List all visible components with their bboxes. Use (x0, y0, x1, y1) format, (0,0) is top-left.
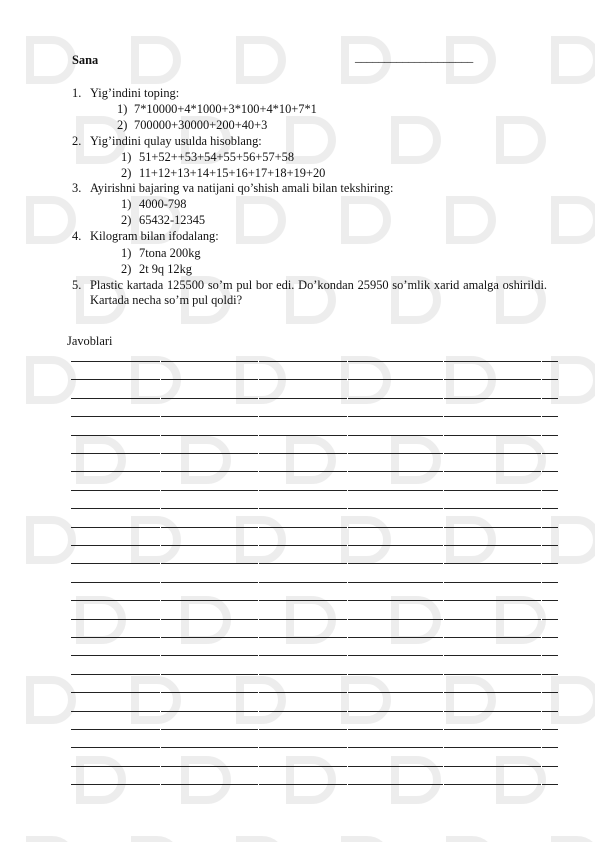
answer-line-gap (258, 581, 259, 584)
answer-line-gap (347, 765, 348, 768)
answer-line-gap (541, 507, 542, 510)
task-4-item-1-number: 1) (121, 246, 132, 260)
answer-line-gap (443, 526, 444, 529)
answer-line-gap (258, 746, 259, 749)
answer-line-gap (443, 470, 444, 473)
answer-line-gap (347, 599, 348, 602)
answer-line (71, 361, 558, 362)
answer-line-gap (258, 434, 259, 437)
answer-line (71, 600, 558, 601)
answer-line-gap (258, 378, 259, 381)
answer-line-gap (541, 673, 542, 676)
watermark-mark (80, 600, 122, 640)
answer-line-gap (347, 710, 348, 713)
watermark-mark (395, 120, 437, 160)
watermark-mark (30, 40, 72, 80)
task-5-text: Plastic kartada 125500 so’m pul bor edi. Do’kondan 25950 so’mlik xarid amalga oshirildi. Kartada necha so’m pul qoldi? (90, 278, 547, 307)
answer-line-gap (541, 378, 542, 381)
answer-line-gap (541, 452, 542, 455)
answer-line-gap (258, 710, 259, 713)
watermark-mark (450, 680, 492, 720)
answer-line (71, 655, 558, 656)
answer-line-gap (347, 654, 348, 657)
task-1-item-2-text: 700000+30000+200+40+3 (134, 118, 268, 132)
answer-line-gap (160, 746, 161, 749)
answer-line-gap (347, 378, 348, 381)
answer-line-gap (541, 526, 542, 529)
answer-line-gap (258, 415, 259, 418)
task-2-item-1-number: 1) (121, 150, 132, 164)
answer-line-gap (443, 415, 444, 418)
answer-line-gap (541, 544, 542, 547)
watermark-mark (185, 600, 227, 640)
task-4-item-2-text: 2t 9q 12kg (139, 262, 193, 276)
answer-line (71, 582, 558, 583)
answer-line (71, 435, 558, 436)
answer-line-gap (443, 691, 444, 694)
answer-line-gap (347, 415, 348, 418)
answer-line-gap (160, 783, 161, 786)
answer-line-gap (443, 783, 444, 786)
answer-line-gap (160, 654, 161, 657)
answer-line-gap (160, 397, 161, 400)
answer-line-gap (347, 544, 348, 547)
watermark-mark (80, 440, 122, 480)
watermark-mark (30, 200, 72, 240)
answer-line (71, 747, 558, 748)
answer-line-gap (541, 746, 542, 749)
answer-line-gap (443, 746, 444, 749)
watermark-mark (185, 440, 227, 480)
answer-line-gap (443, 765, 444, 768)
answer-line-gap (160, 728, 161, 731)
answer-line (71, 766, 558, 767)
answer-line-gap (258, 397, 259, 400)
watermark-mark (240, 200, 282, 240)
answer-line-gap (443, 599, 444, 602)
answer-line-gap (160, 434, 161, 437)
answer-line-gap (443, 654, 444, 657)
answer-line-gap (160, 415, 161, 418)
answer-line (71, 508, 558, 509)
answer-line (71, 398, 558, 399)
answer-line-gap (541, 599, 542, 602)
answer-line-gap (160, 526, 161, 529)
answer-line (71, 379, 558, 380)
answer-line-gap (258, 618, 259, 621)
answer-line-gap (443, 562, 444, 565)
watermark-mark (30, 520, 72, 560)
date-label: Sana (72, 53, 99, 67)
task-1-number: 1. (72, 86, 82, 100)
answer-line-gap (541, 415, 542, 418)
answer-line-gap (541, 360, 542, 363)
answer-line (71, 545, 558, 546)
answer-line-gap (347, 507, 348, 510)
answer-line-gap (541, 654, 542, 657)
answer-line-gap (258, 360, 259, 363)
answer-line-gap (258, 654, 259, 657)
answer-line-gap (160, 673, 161, 676)
answer-line (71, 563, 558, 564)
watermark-mark (290, 120, 332, 160)
watermark-mark (450, 200, 492, 240)
answer-line-gap (258, 489, 259, 492)
watermark-mark (500, 600, 542, 640)
answer-line-gap (541, 489, 542, 492)
answer-line-gap (541, 581, 542, 584)
task-3-item-2-text: 65432-12345 (139, 213, 206, 227)
task-1-item-1-text: 7*10000+4*1000+3*100+4*10+7*1 (134, 102, 317, 116)
answer-line-gap (347, 434, 348, 437)
answer-line-gap (347, 360, 348, 363)
answer-line-gap (443, 397, 444, 400)
task-5-number: 5. (72, 278, 82, 292)
answer-line-gap (541, 691, 542, 694)
task-2-item-2-number: 2) (121, 166, 132, 180)
answer-line-gap (347, 489, 348, 492)
watermark-mark (135, 680, 177, 720)
answer-line (71, 619, 558, 620)
answer-line-gap (443, 710, 444, 713)
task-3-item-2-number: 2) (121, 213, 132, 227)
answer-line-gap (160, 618, 161, 621)
task-2-text: Yig’indini qulay usulda hisoblang: (90, 134, 262, 148)
answer-line-gap (258, 507, 259, 510)
answer-line (71, 490, 558, 491)
answer-line-gap (443, 452, 444, 455)
watermark-mark (555, 40, 595, 80)
watermark-mark (395, 600, 437, 640)
answer-line-gap (160, 360, 161, 363)
answer-line-gap (443, 618, 444, 621)
watermark-mark (290, 440, 332, 480)
answers-label: Javoblari (67, 334, 113, 348)
answer-line-gap (541, 710, 542, 713)
answer-line-gap (347, 746, 348, 749)
answer-line-gap (347, 562, 348, 565)
answer-line-gap (258, 691, 259, 694)
answer-line (71, 674, 558, 675)
watermark-mark (345, 200, 387, 240)
watermark-mark (555, 200, 595, 240)
answer-line-gap (160, 507, 161, 510)
answer-line-gap (347, 581, 348, 584)
answer-line-gap (541, 728, 542, 731)
answer-line-gap (541, 434, 542, 437)
watermark-mark (555, 680, 595, 720)
date-blank-line: ____________________ (355, 50, 473, 64)
watermark-mark (500, 440, 542, 480)
answer-line-gap (160, 581, 161, 584)
answer-line (71, 637, 558, 638)
watermark-mark (555, 520, 595, 560)
task-3-item-1-text: 4000-798 (139, 197, 187, 211)
answer-line (71, 729, 558, 730)
answer-line-gap (347, 691, 348, 694)
answer-line-gap (160, 691, 161, 694)
task-1-item-1-number: 1) (117, 102, 128, 116)
answer-line (71, 711, 558, 712)
answer-line-gap (258, 636, 259, 639)
answer-line-gap (347, 636, 348, 639)
answer-line-gap (258, 783, 259, 786)
answer-line-gap (443, 544, 444, 547)
answer-line (71, 453, 558, 454)
answer-line-gap (443, 581, 444, 584)
answer-line-gap (160, 378, 161, 381)
answer-line-gap (258, 470, 259, 473)
answer-line (71, 784, 558, 785)
answer-line-gap (160, 765, 161, 768)
answer-line-gap (541, 636, 542, 639)
answer-line (71, 471, 558, 472)
answer-line-gap (443, 378, 444, 381)
answer-line (71, 692, 558, 693)
answer-line-gap (347, 526, 348, 529)
answer-line-gap (541, 562, 542, 565)
answer-line-gap (541, 765, 542, 768)
answer-line (71, 416, 558, 417)
task-1-item-2-number: 2) (117, 118, 128, 132)
answer-line-gap (258, 728, 259, 731)
watermark-mark (30, 680, 72, 720)
task-2-number: 2. (72, 134, 82, 148)
watermark-mark (240, 40, 282, 80)
watermark-mark (555, 360, 595, 400)
task-2-item-2-text: 11+12+13+14+15+16+17+18+19+20 (139, 166, 326, 180)
answer-line-gap (347, 673, 348, 676)
watermark-mark (240, 680, 282, 720)
watermark-mark (135, 40, 177, 80)
answer-line-gap (347, 397, 348, 400)
answer-line-gap (160, 544, 161, 547)
answer-line-gap (347, 470, 348, 473)
answer-line-gap (541, 397, 542, 400)
answer-line-gap (258, 544, 259, 547)
task-3-text: Ayirishni bajaring va natijani qo’shish amali bilan tekshiring: (90, 181, 394, 195)
task-2-item-1-text: 51+52++53+54+55+56+57+58 (139, 150, 295, 164)
task-4-item-1-text: 7tona 200kg (139, 246, 201, 260)
answer-line-gap (160, 599, 161, 602)
watermark-mark (30, 360, 72, 400)
answer-line-gap (160, 636, 161, 639)
task-4-text: Kilogram bilan ifodalang: (90, 229, 219, 243)
answer-line-gap (443, 434, 444, 437)
answer-line-gap (258, 562, 259, 565)
task-4-number: 4. (72, 229, 82, 243)
answer-line-gap (541, 470, 542, 473)
answer-line-gap (258, 526, 259, 529)
answer-line-gap (443, 673, 444, 676)
answer-line-gap (443, 489, 444, 492)
answer-line-gap (160, 562, 161, 565)
watermark-mark (290, 600, 332, 640)
answer-line-gap (160, 489, 161, 492)
answer-line-gap (443, 507, 444, 510)
answer-line-gap (160, 452, 161, 455)
answer-line (71, 527, 558, 528)
task-3-item-1-number: 1) (121, 197, 132, 211)
answer-line-gap (541, 618, 542, 621)
answer-line-gap (347, 618, 348, 621)
answer-line-gap (258, 765, 259, 768)
answer-line-gap (541, 783, 542, 786)
answer-line-gap (258, 452, 259, 455)
answer-line-gap (258, 599, 259, 602)
answer-line-gap (160, 470, 161, 473)
watermark-mark (500, 120, 542, 160)
answer-line-gap (347, 452, 348, 455)
answer-line-gap (443, 728, 444, 731)
watermark-mark (395, 440, 437, 480)
answer-line-gap (443, 636, 444, 639)
answer-line-gap (160, 710, 161, 713)
task-1-text: Yig’indini toping: (90, 86, 180, 100)
answer-line-gap (347, 728, 348, 731)
task-3-number: 3. (72, 181, 82, 195)
task-4-item-2-number: 2) (121, 262, 132, 276)
answer-line-gap (347, 783, 348, 786)
watermark-mark (345, 680, 387, 720)
answer-line-gap (443, 360, 444, 363)
answer-line-gap (258, 673, 259, 676)
